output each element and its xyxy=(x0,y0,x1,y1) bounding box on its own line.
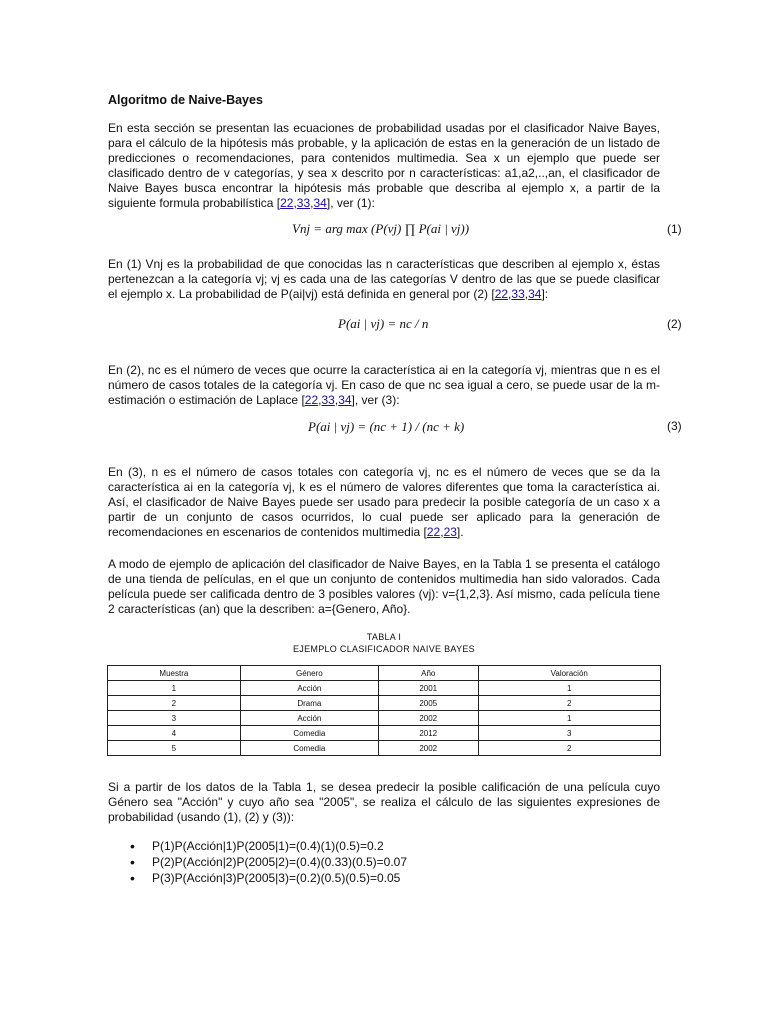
table-header-cell: Muestra xyxy=(108,666,241,681)
list-item: • P(1)P(Acción|1)P(2005|1)=(0.4)(1)(0.5)=0.2 xyxy=(130,838,407,854)
paragraph-prediction: Si a partir de los datos de la Tabla 1, se desea predecir la posible calificación de una película cuyo Género sea "Acción" y cuyo año sea "2005", se realiza el cálculo de las siguientes expresiones de probabilidad (usando (1), (2) y (3)): xyxy=(108,780,660,824)
paragraph-intro: En esta sección se presentan las ecuaciones de probabilidad usadas por el clasificador Naive Bayes, para el cálculo de la hipótesis más probable, y la aplicación de estas en la generación de un listado de predicciones o recomendaciones, para contenidos multimedia. Sea x un ejemplo que puede ser clasificado dentro de v categorías, y sea x descrito por n características: a1,a2,..,an, el clasificador de Naive Bayes busca encontrar la hipótesis más probable que describa al ejemplo x, a partir de la siguiente formula probabilística [22,33,34], ver (1): xyxy=(108,121,660,210)
paragraph-eq1-explanation: En (1) Vnj es la probabilidad de que conocidas las n características que describen al ejemplo x, éstas pertenezcan a la categoría vj; vj es cada una de las categorías V dentro de las que se puede clasificar el ejemplo x. La probabilidad de P(ai|vj) está definida en general por (2) [22,33,34]: xyxy=(108,257,660,301)
reference-link[interactable]: 22 xyxy=(426,525,441,539)
paragraph-text: En esta sección se presentan las ecuaciones de probabilidad usadas por el clasificador Naive Bayes, para el cálculo de la hipótesis más probable, y la aplicación de estas en la generación de un listado de predicciones o recomendaciones, para contenidos multimedia. Sea x un ejemplo que puede ser clasificado dentro de v categorías, y sea x descrito por n características: a1,a2,..,an, el clasificador de Naive Bayes busca encontrar la hipótesis más probable que describa al ejemplo x, a partir de la siguiente formula probabilística [ xyxy=(108,121,660,210)
table-cell: 2012 xyxy=(378,726,478,741)
equation-3-number: (3) xyxy=(667,419,682,433)
reference-link[interactable]: 34 xyxy=(528,287,542,301)
reference-link[interactable]: 23 xyxy=(443,525,457,539)
table-caption-title: EJEMPLO CLASIFICADOR NAIVE BAYES xyxy=(293,644,475,654)
table-cell: 1 xyxy=(108,681,241,696)
equation-1-number: (1) xyxy=(667,222,682,236)
equation-2-number: (2) xyxy=(667,317,682,331)
naive-bayes-example-table xyxy=(107,665,661,756)
table-cell: 2 xyxy=(108,696,241,711)
reference-link[interactable]: 34 xyxy=(338,393,352,407)
table-cell: Comedia xyxy=(240,741,378,756)
reference-link[interactable]: 33 xyxy=(296,196,311,210)
list-item: • P(3)P(Acción|3)P(2005|3)=(0.2)(0.5)(0.5)=0.05 xyxy=(130,870,407,886)
table-cell: 2002 xyxy=(378,741,478,756)
table-cell: 3 xyxy=(108,711,241,726)
table-cell: 2 xyxy=(478,696,661,711)
table-cell: 2 xyxy=(478,741,661,756)
paragraph-text: En (3), n es el número de casos totales con categoría vj, nc es el número de veces que se da la característica ai en la categoría vj, k es el número de valores diferentes que toma la característica ai. Así, el clasificador de Naive Bayes puede ser usado para predecir la posible categoría de un caso x a partir de un conjunto de casos ocurridos, lo cual puede ser aplicado para la generación de recomendaciones en escenarios de contenidos multimedia [ xyxy=(108,465,660,539)
paragraph-example: A modo de ejemplo de aplicación del clasificador de Naive Bayes, en la Tabla 1 se presenta el catálogo de una tienda de películas, en el que un conjunto de contenidos multimedia han sido valorados. Cada película puede ser calificada dentro de 3 posibles valores (vj): v={1,2,3}. Así mismo, cada película tiene 2 características (an) que la describen: a={Genero, Año}. xyxy=(108,557,660,616)
table-cell: 4 xyxy=(108,726,241,741)
equation-1: Vnj = arg max (P(vj) ∏ P(ai | vj)) xyxy=(292,221,470,236)
paragraph-text: En (1) Vnj es la probabilidad de que conocidas las n características que describen al ejemplo x, éstas pertenezcan a la categoría vj; vj es cada una de las categorías V dentro de las que se puede clasificar el ejemplo x. La probabilidad de P(ai|vj) está definida en general por (2) [ xyxy=(108,257,660,301)
table-cell: Comedia xyxy=(240,726,378,741)
table-cell: Drama xyxy=(240,696,378,711)
table-cell: 3 xyxy=(478,726,661,741)
table-cell: Acción xyxy=(240,681,378,696)
equation-2: P(ai | vj) = nc / n xyxy=(338,316,429,331)
table-row xyxy=(108,711,661,726)
reference-link[interactable]: 22 xyxy=(304,393,319,407)
reference-link[interactable]: 33 xyxy=(511,287,525,301)
table-row xyxy=(108,681,661,696)
table-cell: 1 xyxy=(478,681,661,696)
table-caption-number: TABLA I xyxy=(366,632,402,642)
table-header-cell: Género xyxy=(240,666,378,681)
reference-link[interactable]: 33 xyxy=(321,393,335,407)
reference-link[interactable]: 22 xyxy=(494,287,509,301)
reference-link[interactable]: 34 xyxy=(313,196,327,210)
table-row xyxy=(108,741,661,756)
table-header-cell: Año xyxy=(378,666,478,681)
table-header-cell: Valoración xyxy=(478,666,661,681)
paragraph-tail: ]: xyxy=(541,287,549,301)
table-cell: 2001 xyxy=(378,681,478,696)
list-item: • P(2)P(Acción|2)P(2005|2)=(0.4)(0.33)(0.5)=0.07 xyxy=(130,854,407,870)
table-cell: 2002 xyxy=(378,711,478,726)
probability-list xyxy=(130,838,407,886)
table-cell: 1 xyxy=(478,711,661,726)
paragraph-eq2-explanation: En (2), nc es el número de veces que ocurre la característica ai en la categoría vj, mientras que n es el número de casos totales de la categoría vj. En caso de que nc sea igual a cero, se puede usar de la m-estimación o estimación de Laplace [22,33,34], ver (3): xyxy=(108,363,660,407)
equation-3: P(ai | vj) = (nc + 1) / (nc + k) xyxy=(308,419,465,434)
paragraph-tail: ], ver (1): xyxy=(326,196,375,210)
table-row xyxy=(108,696,661,711)
paragraph-eq3-explanation: En (3), n es el número de casos totales con categoría vj, nc es el número de veces que se da la característica ai en la categoría vj, k es el número de valores diferentes que toma la característica ai. Así, el clasificador de Naive Bayes puede ser usado para predecir la posible categoría de un caso x a partir de un conjunto de casos ocurridos, lo cual puede ser aplicado para la generación de recomendaciones en escenarios de contenidos multimedia [22,23]. xyxy=(108,465,660,539)
paragraph-tail: ], ver (3): xyxy=(351,393,400,407)
table-cell: 5 xyxy=(108,741,241,756)
paragraph-text: En (2), nc es el número de veces que ocurre la característica ai en la categoría vj, mientras que n es el número de casos totales de la categoría vj. En caso de que nc sea igual a cero, se puede usar de la m-estimación o estimación de Laplace [ xyxy=(108,363,660,407)
section-heading: Algoritmo de Naive-Bayes xyxy=(108,93,263,107)
table-cell: 2005 xyxy=(378,696,478,711)
reference-link[interactable]: 22 xyxy=(280,196,294,210)
table-cell: Acción xyxy=(240,711,378,726)
table-header-row xyxy=(108,666,661,681)
paragraph-tail: ]. xyxy=(456,525,464,539)
table-row xyxy=(108,726,661,741)
